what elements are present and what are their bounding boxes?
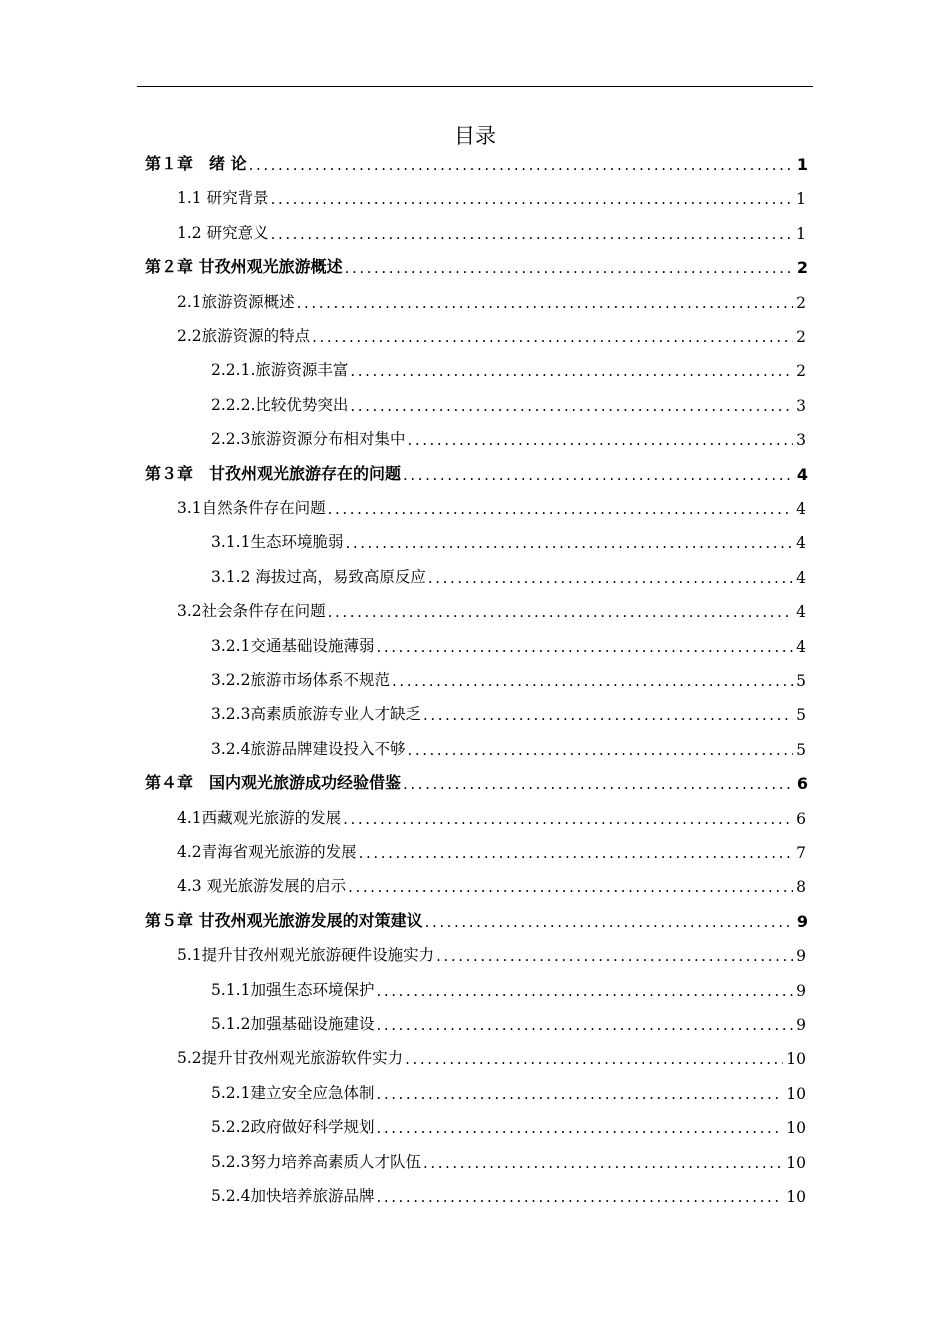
toc-entry-page-number: 5 (796, 740, 806, 759)
toc-entry[interactable] (145, 458, 808, 484)
dot-leader (345, 259, 794, 277)
dot-leader (407, 431, 793, 449)
toc-entry-page-number: 4 (796, 568, 806, 587)
toc-entry-title: 2.1旅游资源概述 (177, 292, 295, 311)
toc-entry-title: 第５章 甘孜州观光旅游发展的对策建议 (145, 910, 423, 930)
toc-entry-title: 2.2.3旅游资源分布相对集中 (211, 430, 406, 449)
toc-entry[interactable] (211, 630, 806, 656)
dot-leader (405, 1050, 783, 1068)
toc-entry-title: 3.2.3高素质旅游专业人才缺乏 (211, 705, 421, 724)
toc-entry[interactable] (211, 1146, 806, 1172)
toc-entry[interactable] (177, 939, 806, 965)
toc-entry-title: 5.2.2政府做好科学规划 (211, 1118, 375, 1137)
toc-entry-title: 5.2.4加快培养旅游品牌 (211, 1187, 375, 1205)
toc-entry-title: 3.1.1生态环境脆弱 (211, 533, 344, 552)
toc-entry-page-number: 1 (796, 224, 806, 243)
dot-leader (297, 294, 793, 312)
dot-leader (328, 603, 793, 621)
toc-entry[interactable] (211, 974, 806, 1000)
toc-entry-page-number: 9 (796, 981, 806, 1000)
toc-entry[interactable] (145, 148, 808, 174)
toc-entry-page-number: 4 (796, 464, 808, 484)
toc-entry-page-number: 10 (786, 1188, 806, 1206)
dot-leader (376, 1119, 783, 1137)
toc-entry[interactable] (177, 182, 806, 208)
toc-entry-page-number: 5 (796, 706, 806, 725)
toc-entry-page-number: 1 (796, 190, 806, 209)
dot-leader (249, 156, 794, 174)
dot-leader (350, 362, 793, 380)
toc-entry[interactable] (177, 217, 806, 243)
toc-entry-page-number: 9 (796, 911, 808, 931)
toc-entry-title: 4.2青海省观光旅游的发展 (177, 843, 357, 861)
toc-entry-page-number: 10 (786, 1050, 806, 1069)
toc-entry[interactable] (211, 526, 806, 552)
toc-entry[interactable] (177, 286, 806, 312)
toc-entry-page-number: 7 (796, 844, 806, 862)
toc-entry[interactable] (211, 1180, 806, 1206)
toc-entry-page-number: 4 (796, 500, 806, 518)
toc-entry-page-number: 2 (796, 293, 806, 312)
toc-entry[interactable] (211, 664, 806, 690)
dot-leader (428, 569, 793, 587)
toc-entry-title: 5.2提升甘孜州观光旅游软件实力 (177, 1049, 404, 1068)
dot-leader (348, 878, 793, 896)
toc-entry-page-number: 2 (796, 258, 808, 278)
toc-entry-page-number: 4 (796, 637, 806, 656)
toc-entry-page-number: 10 (786, 1119, 806, 1138)
toc-entry-page-number: 8 (796, 878, 806, 897)
dot-leader (343, 810, 793, 828)
toc-entry[interactable] (145, 767, 808, 793)
toc-entry-title: 3.1.2 海拔过高，易致高原反应 (211, 567, 426, 586)
toc-entry[interactable] (211, 698, 806, 724)
toc-entry[interactable] (177, 870, 806, 896)
toc-entry-title: 3.2.1交通基础设施薄弱 (211, 636, 375, 655)
dot-leader (403, 466, 794, 484)
toc-entry-title: 3.2.2旅游市场体系不规范 (211, 671, 390, 689)
toc-entry-title: 3.2.4旅游品牌建设投入不够 (211, 739, 406, 758)
toc-entry-page-number: 10 (786, 1153, 806, 1172)
toc-entry-title: 第４章 国内观光旅游成功经验借鉴 (145, 773, 402, 793)
toc-entry[interactable] (211, 1008, 806, 1034)
dot-leader (403, 775, 794, 793)
dot-leader (345, 534, 793, 552)
dot-leader (350, 397, 793, 415)
toc-title: 目录 (454, 124, 496, 148)
dot-leader (271, 190, 794, 208)
dot-leader (312, 328, 793, 346)
toc-entry[interactable] (211, 423, 806, 449)
toc-entry[interactable] (145, 905, 808, 931)
toc-entry-title: 2.2旅游资源的特点 (177, 327, 311, 345)
toc-entry-page-number: 9 (796, 947, 806, 966)
toc-entry-page-number: 3 (796, 431, 806, 450)
toc-entry-page-number: 9 (796, 1016, 806, 1034)
toc-entry[interactable] (211, 561, 806, 587)
toc-entry-page-number: 10 (786, 1084, 806, 1103)
toc-entry[interactable] (211, 1077, 806, 1103)
toc-entry-page-number: 2 (796, 328, 806, 346)
toc-entry-title: 第３章 甘孜州观光旅游存在的问题 (145, 463, 402, 483)
toc-entry-title: 4.3 观光旅游发展的启示 (177, 877, 347, 896)
toc-entry[interactable] (177, 595, 806, 621)
toc-entry[interactable] (211, 1111, 806, 1137)
toc-entry[interactable] (177, 1042, 806, 1068)
toc-entry[interactable] (177, 836, 806, 862)
toc-entry-title: 5.2.1建立安全应急体制 (211, 1083, 375, 1102)
toc-entry-page-number: 4 (796, 534, 806, 553)
toc-entry-title: 5.1.2加强基础设施建设 (211, 1015, 375, 1033)
dot-leader (436, 947, 793, 965)
dot-leader (376, 1188, 783, 1206)
toc-entry-title: 第２章 甘孜州观光旅游概述 (145, 257, 343, 277)
dot-leader (407, 741, 793, 759)
toc-entry-title: 5.2.3努力培养高素质人才队伍 (211, 1152, 421, 1171)
toc-entry-title: 5.1提升甘孜州观光旅游硬件设施实力 (177, 946, 435, 965)
dot-leader (376, 1085, 783, 1103)
dot-leader (271, 225, 794, 243)
toc-entry-title: 5.1.1加强生态环境保护 (211, 980, 375, 999)
toc-entry-title: 3.2社会条件存在问题 (177, 602, 326, 621)
toc-entry-page-number: 6 (796, 809, 806, 828)
dot-leader (423, 1154, 783, 1172)
toc-entry-title: 2.2.1.旅游资源丰富 (211, 361, 349, 380)
toc-entry[interactable] (211, 733, 806, 759)
dot-leader (376, 982, 793, 1000)
dot-leader (425, 913, 794, 931)
toc-entry[interactable] (145, 251, 808, 277)
toc-entry-title: 4.1西藏观光旅游的发展 (177, 808, 342, 827)
toc-entry-page-number: 3 (796, 396, 806, 415)
toc-entry[interactable] (211, 354, 806, 380)
toc-entry[interactable] (177, 802, 806, 828)
toc-entry-page-number: 6 (796, 774, 808, 794)
dot-leader (376, 638, 793, 656)
toc-entry[interactable] (177, 492, 806, 518)
toc-entry-page-number: 4 (796, 603, 806, 622)
dot-leader (423, 706, 793, 724)
toc-entry-page-number: 2 (796, 362, 806, 381)
toc-entry-title: 2.2.2.比较优势突出 (211, 395, 349, 414)
dot-leader (328, 500, 793, 518)
toc-entry[interactable] (177, 320, 806, 346)
toc-entry-page-number: 1 (796, 155, 808, 174)
dot-leader (376, 1016, 793, 1034)
toc-entry[interactable] (211, 389, 806, 415)
toc-entry-title: 3.1自然条件存在问题 (177, 499, 326, 517)
toc-entry-page-number: 5 (796, 672, 806, 690)
toc-entry-title: 1.1 研究背景 (177, 189, 269, 208)
dot-leader (392, 672, 793, 690)
toc-entry-title: 第１章 绪 论 (145, 154, 247, 173)
toc-entry-title: 1.2 研究意义 (177, 223, 269, 242)
dot-leader (359, 844, 793, 862)
